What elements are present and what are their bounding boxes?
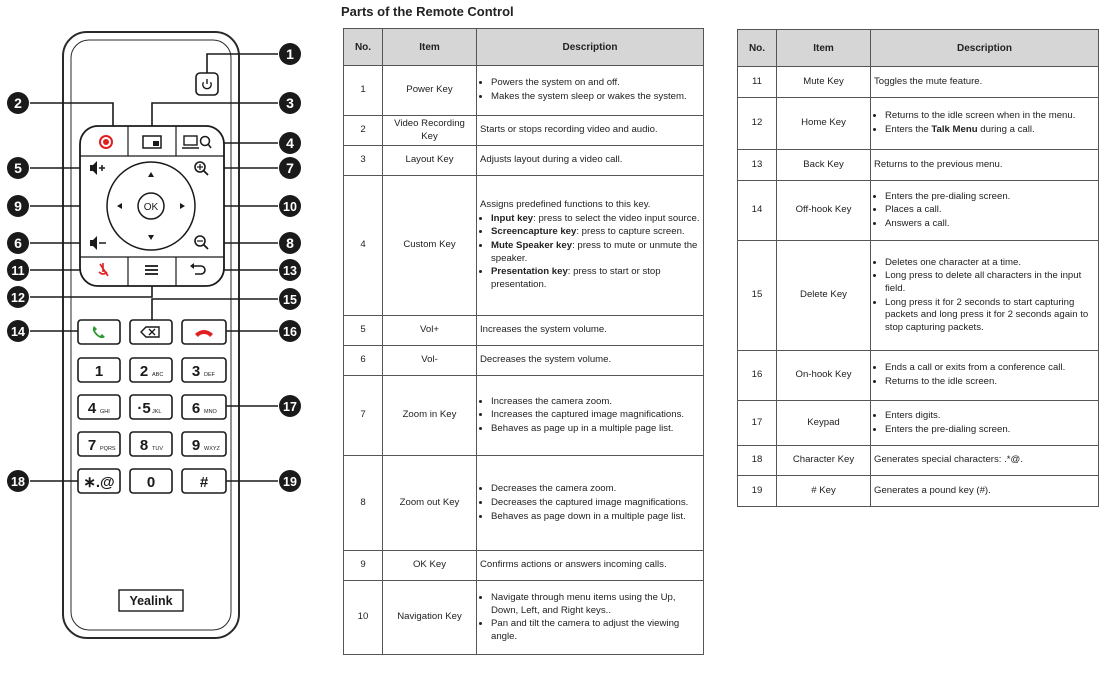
callout-17: [279, 395, 301, 417]
callout-19: [279, 470, 301, 492]
svg-text:5: 5: [14, 160, 22, 176]
description-bullet: • Screencapture key: press to capture screen.: [491, 226, 700, 239]
table-row: [738, 446, 1099, 476]
callout-15: [279, 288, 301, 310]
callout-2: [7, 92, 29, 114]
svg-text:4: 4: [286, 135, 294, 151]
keypad-letters: GHI: [100, 409, 110, 415]
header-description: Description: [477, 29, 704, 66]
row-description: Confirms actions or answers incoming calls.: [477, 551, 704, 581]
callout-6: [7, 232, 29, 254]
keypad-key[interactable]: [182, 432, 226, 456]
table-row: [738, 181, 1099, 241]
keypad-key[interactable]: [78, 395, 120, 419]
table-row: [738, 351, 1099, 401]
row-number: 18: [738, 446, 777, 476]
callout-13: [279, 259, 301, 281]
keypad-digit: 2: [139, 363, 149, 380]
keypad-key[interactable]: [78, 358, 120, 382]
off-hook-key[interactable]: [78, 320, 120, 344]
table-row: [344, 376, 704, 456]
callout-4: [279, 132, 301, 154]
keypad-key[interactable]: [130, 469, 172, 493]
row-item: Layout Key: [383, 146, 477, 176]
row-item: Navigation Key: [383, 581, 477, 655]
row-item: Custom Key: [383, 176, 477, 316]
callout-3: [279, 92, 301, 114]
callout-16: [279, 320, 301, 342]
row-description: Generates a pound key (#).: [871, 476, 1099, 507]
row-description: Assigns predefined functions to this key. • Input key: press to select the video input source. • Screencapture key: press to capture screen. • Mute Speaker key: press to mute or unmute the speaker. • Presentation key: press to start or stop presentation.: [477, 176, 704, 316]
callout-7: [279, 157, 301, 179]
keypad-digit: 9: [191, 437, 201, 454]
callout-5: [7, 157, 29, 179]
header-item: Item: [383, 29, 477, 66]
callout-14: [7, 320, 29, 342]
callout-10: [279, 195, 301, 217]
svg-text:8: 8: [286, 235, 294, 251]
description-bullet: • Mute Speaker key: press to mute or unmute the speaker.: [491, 240, 700, 265]
svg-text:11: 11: [11, 264, 25, 278]
row-number: 14: [738, 181, 777, 241]
parts-table-1: [343, 28, 704, 655]
keypad-letters: TUV: [152, 446, 163, 452]
row-description: [871, 98, 1099, 150]
callout-18: [7, 470, 29, 492]
description-bullet: • Presentation key: press to start or stop presentation.: [491, 266, 700, 291]
row-item: Vol-: [383, 346, 477, 376]
row-number: 8: [344, 456, 383, 551]
row-number: 2: [344, 116, 383, 146]
description-bullet: • Behaves as page down in a multiple page list.: [491, 511, 700, 524]
description-bullet: • Returns to the idle screen.: [885, 376, 1095, 389]
row-item: Zoom in Key: [383, 376, 477, 456]
description-bullet: • Enters digits.: [885, 410, 1095, 423]
keypad-letters: JKL: [152, 409, 162, 415]
table-row: [344, 116, 704, 146]
row-item: Off-hook Key: [777, 181, 871, 241]
description-bullet: • Places a call.: [885, 204, 1095, 217]
description-bullet: • Returns to the idle screen when in the menu.: [885, 110, 1095, 123]
row-item: Keypad: [777, 401, 871, 446]
row-number: 1: [344, 66, 383, 116]
row-number: 17: [738, 401, 777, 446]
row-description: Decreases the system volume.: [477, 346, 704, 376]
row-number: 3: [344, 146, 383, 176]
row-description: [871, 401, 1099, 446]
row-item: Power Key: [383, 66, 477, 116]
keypad-letters: WXYZ: [204, 446, 220, 452]
on-hook-key[interactable]: [182, 320, 226, 344]
row-description: [871, 241, 1099, 351]
svg-text:13: 13: [283, 264, 297, 278]
delete-key[interactable]: [130, 320, 172, 344]
keypad-digit: 8: [139, 437, 149, 454]
header-no: No.: [738, 30, 777, 67]
row-description: Adjusts layout during a video call.: [477, 146, 704, 176]
keypad-digit: 3: [191, 363, 201, 380]
row-number: 10: [344, 581, 383, 655]
row-description: [477, 66, 704, 116]
description-bullet: • Answers a call.: [885, 218, 1095, 231]
keypad-digit: #: [199, 474, 209, 491]
table-row: [738, 476, 1099, 507]
row-description: Generates special characters: .*@.: [871, 446, 1099, 476]
svg-text:6: 6: [14, 235, 22, 251]
svg-text:3: 3: [286, 95, 294, 111]
keypad-letters: ABC: [152, 372, 164, 378]
keypad-key[interactable]: [130, 395, 172, 419]
description-bullet: • Ends a call or exits from a conference call.: [885, 362, 1095, 375]
table-row: [344, 456, 704, 551]
remote-control-diagram: [0, 0, 330, 676]
row-item: OK Key: [383, 551, 477, 581]
row-item: On-hook Key: [777, 351, 871, 401]
row-number: 19: [738, 476, 777, 507]
description-bullet: • Navigate through menu items using the Up, Down, Left, and Right keys..: [491, 592, 700, 617]
svg-text:2: 2: [14, 95, 22, 111]
table-row: [344, 176, 704, 316]
row-number: 16: [738, 351, 777, 401]
row-item: Back Key: [777, 150, 871, 181]
description-bullet: • Enters the pre-dialing screen.: [885, 424, 1095, 437]
keypad-key[interactable]: [182, 358, 226, 382]
brand-logo: Yealink: [129, 594, 173, 608]
row-item: Vol+: [383, 316, 477, 346]
svg-text:16: 16: [283, 325, 297, 339]
keypad-key[interactable]: [182, 469, 226, 493]
keypad-letters: PQRS: [100, 446, 116, 452]
callout-8: [279, 232, 301, 254]
description-bullet: • Increases the captured image magnifications.: [491, 409, 700, 422]
keypad-digit: 6: [191, 400, 201, 417]
page-title: Parts of the Remote Control: [341, 4, 514, 19]
description-bullet: • Pan and tilt the camera to adjust the viewing angle.: [491, 618, 700, 643]
table-row: [344, 551, 704, 581]
row-number: 11: [738, 67, 777, 98]
row-number: 4: [344, 176, 383, 316]
svg-text:15: 15: [283, 293, 297, 307]
svg-text:14: 14: [11, 325, 25, 339]
header-no: No.: [344, 29, 383, 66]
keypad-digit: ·5: [137, 400, 151, 417]
description-bullet: • Behaves as page up in a multiple page list.: [491, 423, 700, 436]
svg-text:19: 19: [283, 475, 297, 489]
power-key[interactable]: [196, 73, 218, 95]
row-description: Toggles the mute feature.: [871, 67, 1099, 98]
keypad-key[interactable]: [130, 432, 172, 456]
row-number: 13: [738, 150, 777, 181]
description-bullet: • Deletes one character at a time.: [885, 257, 1095, 270]
callout-12: [7, 286, 29, 308]
header-description: Description: [871, 30, 1099, 67]
table-row: [738, 98, 1099, 150]
svg-text:1: 1: [286, 46, 294, 62]
keypad-digit: 4: [87, 400, 97, 417]
svg-text:17: 17: [283, 400, 297, 414]
callout-1: [279, 43, 301, 65]
description-bullet: • Enters the Talk Menu during a call.: [885, 124, 1095, 137]
keypad-key[interactable]: [182, 395, 226, 419]
callout-9: [7, 195, 29, 217]
row-number: 7: [344, 376, 383, 456]
header-item: Item: [777, 30, 871, 67]
svg-text:7: 7: [286, 160, 294, 176]
row-item: # Key: [777, 476, 871, 507]
row-item: Delete Key: [777, 241, 871, 351]
keypad-key[interactable]: [78, 432, 120, 456]
description-bullet: • Long press to delete all characters in the input field.: [885, 270, 1095, 295]
row-number: 15: [738, 241, 777, 351]
svg-text:18: 18: [11, 475, 25, 489]
keypad-letters: MNO: [204, 409, 217, 415]
row-description: [477, 581, 704, 655]
svg-text:9: 9: [14, 198, 22, 214]
table-row: [344, 146, 704, 176]
row-item: Video Recording Key: [383, 116, 477, 146]
keypad-key[interactable]: [78, 469, 120, 493]
row-item: Home Key: [777, 98, 871, 150]
keypad-digit: 7: [87, 437, 97, 454]
keypad-digit: 1: [94, 363, 104, 380]
description-bullet: • Decreases the captured image magnifications.: [491, 497, 700, 510]
svg-text:12: 12: [11, 291, 25, 305]
callout-11: [7, 259, 29, 281]
description-bullet: • Long press it for 2 seconds to start capturing packets and long press it for 2 seconds again to stop capturing packets.: [885, 297, 1095, 335]
table-row: [738, 67, 1099, 98]
description-bullet: • Powers the system on and off.: [491, 77, 700, 90]
table-row: [344, 316, 704, 346]
row-item: Mute Key: [777, 67, 871, 98]
description-bullet: • Makes the system sleep or wakes the system.: [491, 91, 700, 104]
row-number: 6: [344, 346, 383, 376]
table-row: [738, 241, 1099, 351]
row-description: [477, 376, 704, 456]
description-bullet: • Increases the camera zoom.: [491, 396, 700, 409]
row-description: Starts or stops recording video and audio.: [477, 116, 704, 146]
keypad-digit: 0: [146, 474, 156, 491]
description-bullet: • Decreases the camera zoom.: [491, 483, 700, 496]
row-number: 12: [738, 98, 777, 150]
row-description: [477, 456, 704, 551]
svg-text:10: 10: [283, 200, 297, 214]
description-bullet: • Input key: press to select the video input source.: [491, 213, 700, 226]
parts-table-2: [737, 29, 1099, 507]
description-bullet: • Enters the pre-dialing screen.: [885, 191, 1095, 204]
table-row: [344, 346, 704, 376]
row-description: Returns to the previous menu.: [871, 150, 1099, 181]
table-row: [344, 66, 704, 116]
table-row: [738, 150, 1099, 181]
table-header-row: [344, 29, 704, 66]
keypad-key[interactable]: [130, 358, 172, 382]
keypad-digit: ∗.@: [83, 474, 115, 491]
table-header-row: [738, 30, 1099, 67]
table-row: [344, 581, 704, 655]
row-description: Increases the system volume.: [477, 316, 704, 346]
row-item: Character Key: [777, 446, 871, 476]
ok-label: OK: [143, 202, 159, 213]
row-number: 5: [344, 316, 383, 346]
table-row: [738, 401, 1099, 446]
row-item: Zoom out Key: [383, 456, 477, 551]
keypad-letters: DEF: [204, 372, 215, 378]
row-number: 9: [344, 551, 383, 581]
ok-key[interactable]: [138, 193, 164, 219]
row-description: [871, 351, 1099, 401]
row-description: [871, 181, 1099, 241]
